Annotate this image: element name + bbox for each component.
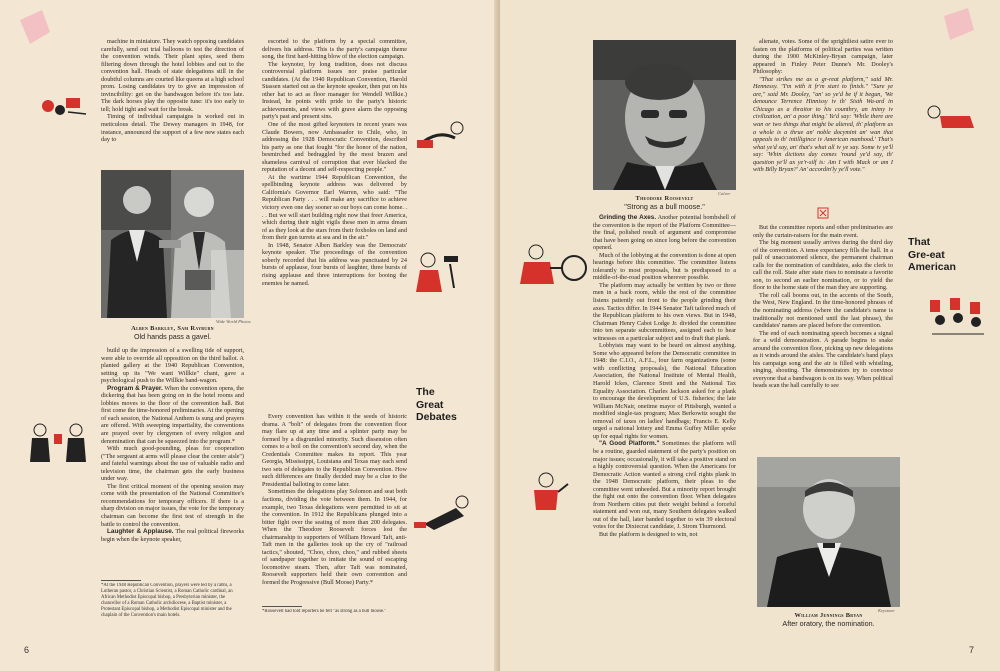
- paragraph: The real political fireworks begin when the keynote speaker,: [101, 528, 244, 543]
- column-4-bottom: [753, 224, 893, 450]
- paragraph: The end of each nominating speech becomes a signal for a wild demonstration. A parade begins to snake around the convention floor, picking up new delegations as it winds around the aisles. The candidate's band plays his campaign song and the air is filled with whistling, singing, shouting. The demonstrators try to convince everyone that a bandwagon is on its way. When political heads scan the hall carefully to see: [753, 329, 893, 390]
- photo-theodore-roosevelt: [593, 40, 736, 190]
- photo-caption: [757, 612, 900, 628]
- paragraph: build up the impression of a swelling tide of support, were able to override all opposition on the third ballot. A planted gallery at the 1940 Republican Convention, setting up its "We want Willkie" chant, gave a psychological push to the Willkie band-wagon.: [101, 347, 244, 385]
- cartoon-delegates-icon: [38, 92, 90, 122]
- paragraph: But the platform is designed to win, not: [599, 530, 698, 538]
- paragraph: Lobbyists may want to be heard on almost anything. Some who appeared before the Democratic committee in 1948: the C.I.O., A.F.L., four farm organizations (some with conflicting proposals), the National Education Association, the National Institute of Mental Health, Harold Ickes, Clarence Streit and the National Tax Equality Association. Charles Jackson asked for a plank to encourage the development of U.S. fisheries; the late William McNair, onetime mayor of Pittsburgh, wanted a modified single-tax program; Max Berkowitz sought the removal of taxes on ladies' handbags; Francis E. Kelly urged a national lottery and Emma Guffey Miller spoke up for equal rights for women.: [593, 342, 736, 440]
- page-number: 6: [24, 645, 30, 655]
- photo-caption: [593, 195, 736, 211]
- section-title-line: Gre-eat: [908, 248, 945, 261]
- footnote: *At the 1948 Republican Convention, prayers were led by a rabbi, a Lutheran pastor, a Christian Scientist, a Roman Catholic cardinal, an African Methodist Episcopal bishop, a Presbyterian minister, the chancellor of a Roman Catholic archdiocese, a Baptist minister, a Protestant Episcopal bishop, a Methodist Episcopal minister and the chaplain of the Convention's main hotels.: [101, 583, 233, 618]
- paragraph: The keynoter, by long tradition, does not discuss controversial platform issues nor praise particular candidates. (At the 1940 Republican Convention, Harold Stassen started out as the keynote speaker, then put on his other hat to act as floor manager for Wendell Willkie.) Instead, he points with pride to the party's historic achievements, and views with grave alarm the opposing party's past and present sins.: [262, 60, 407, 121]
- photo-credit: Wide World Photos: [216, 319, 251, 324]
- quote: "That strikes me as a gr-reat platform," said Mr. Hennessy. "I'm with it fr'm start to finish." "Sure ye are," said Mr. Dooley, "an' so ye'd be if it begun, 'We denounce Terrence Hinnissy iv th' Sixth Wa-ard in Chicago as a thraitor to his counthry, an inimy iv civilization, an' a poor thing.' Ye'd say: 'While there are wan or two things that might be altered, th' platform as a whole is a thrue an' noble docymint an' wan that appeals to th' intilligince iv American manhood.' That's what ye'd say, an' that's what all iv ye say. Some iv ye'll say: 'Whin dictions day comes 'round ye'd say, th' question ye'll ax ye'r-silf is: Am I with Mack or am I with Billy Bryan?' An' accordin'ly ye'll vote.": [753, 75, 893, 174]
- section-title-great-debates: [416, 386, 457, 424]
- paragraph: Another potential bombshell of the convention is the report of the Platform Committee—the final, polished result of argument and compromise that have been going on since long before the convention opened.: [593, 214, 736, 252]
- section-title-line: That: [908, 236, 931, 248]
- caption-name: Alben Barkley, Sam Rayburn: [131, 325, 214, 332]
- subhead: Laughter & Applause.: [107, 528, 174, 536]
- page-number: 7: [968, 645, 974, 655]
- cartoon-grinder-icon: [516, 238, 591, 290]
- caption-name: William Jennings Bryan: [794, 612, 863, 619]
- paragraph: At the wartime 1944 Republican Convention, the spellbinding keynote address was delivered by California's Governor Earl Warren, who said: "The Republican Party . . . will make any sacrifice to achieve victory even one day sooner so our boys can come home. . . . But we will start building right now that freer America, which during their night vigils these men in arms dream of as they look at the stars from their foxholes on land and from their gun turrets at sea and in the air.": [262, 173, 407, 242]
- photo-william-jennings-bryan: [757, 457, 900, 607]
- section-title-line: Debates: [416, 411, 457, 423]
- caption-subtitle: "Strong as a bull moose.": [624, 202, 705, 211]
- subhead: Program & Prayer.: [107, 384, 163, 392]
- paragraph: With much good-pounding, pleas for cooperation ("The sergeant at arms will please clear the center aisle") and fateful warnings about the use of valuable radio and television time, the chairman gets the early business under way.: [101, 445, 244, 483]
- paragraph: Timing of individual campaigns is worked out in meticulous detail. The Dewey managers in 1948, for instance, announced the support of a few new states each day to: [101, 113, 244, 144]
- column-1-bottom: [101, 347, 244, 574]
- paragraph: When the convention opens, the dickering that has been going on in the hotel rooms and lobbies moves to the floor of the convention hall. But first come the time-honored preliminaries. At the opening of each session, the National Anthem is sung and prayers are offered. With sweeping impartiality, the conventions are prayed over by clergymen of every religion and denomination that can be squeezed into the program.*: [101, 384, 244, 445]
- cartoon-runner-icon: [414, 494, 474, 534]
- footnote: *Roosevelt had told reporters he felt "as strong as a bull moose.": [262, 609, 387, 614]
- column-1-top: [101, 38, 244, 164]
- caption-name: Theodore Roosevelt: [635, 195, 694, 202]
- paragraph: Sometimes the platform will be a routine, guarded statement of the party's position on major issues; occasionally, it will take a positive stand on a highly controversial question. When the Americans for Democratic Action wanted a strong civil rights plank in the 1948 Democratic platform, their pleas to the committee went unheeded. But a minority report brought the fight out onto the convention floor. When delegates from Northern cities put their weight behind a forceful statement and won out, many Southern delegates walked out of the hall, later banded together to win 39 electoral votes for the Dixiecrat candidate, J. Strom Thurmond.: [593, 440, 736, 531]
- photo-caption: [101, 325, 244, 341]
- cartoon-crowd-icon: [928, 296, 988, 336]
- section-title-line: American: [908, 261, 956, 273]
- paragraph: escorted to the platform by a special committee, delivers his address. This is the party's campaign theme song, the first hard-hitting blow of the election campaign.: [262, 38, 407, 61]
- paragraph: Every convention has within it the seeds of historic drama. A "bolt" of delegates from the convention floor may flare up at any time and a splinter party may be formed by a disgruntled minority. Such dissension often comes to a boil on the convention's second day, when the Credentials Committee makes its report. This year Georgia, Mississippi, Louisiana and Texas may each send two sets of delegates to the Republican Convention. How such differences are finally decided may be a clue to the Presidential balloting to come later.: [262, 413, 407, 488]
- paragraph: One of the most gifted keynoters in recent years was Claude Bowers, now Ambassador to Chile, who, in addressing the 1928 Democratic Convention, described his party as one that fought "for the honor of the nation, besmirched and bedraggled by the most brazen and shameless carnival of corruption that ever blacked the reputation of a decent and self-respecting people.": [262, 121, 407, 174]
- subhead: "A Good Platform.": [599, 440, 660, 448]
- photo-credit: Culver: [718, 191, 731, 196]
- paragraph: But the committee reports and other preliminaries are only the curtain-raisers for the main event.: [753, 224, 893, 239]
- section-title-line: Great: [416, 398, 444, 411]
- caption-subtitle: Old hands pass a gavel.: [133, 332, 212, 341]
- tape-mark: [14, 6, 54, 46]
- column-2-top: [262, 38, 407, 410]
- cartoon-speaker-icon: [522, 470, 570, 512]
- paragraph: The big moment usually arrives during the third day of the convention. A tense expectancy fills the hall. In a pall of unaccustomed silence, the permanent chairman calls for the nomination of candidates, asks the clerk to call the roll. State after state rises to nominate a favorite son, to second an earlier nomination, or to yield the floor to the home state of the man they are supporting.: [753, 239, 893, 292]
- column-2-bottom: [262, 413, 407, 603]
- paragraph: In 1948, Senator Alben Barkley was the Democrats' keynote speaker. The proceedings of the convention soberly recorded that his address was punctuated by 24 bursts of applause, four bursts of laughter, three bursts of rising applause and three interruptions for booing the enemies he named.: [262, 241, 407, 287]
- section-title-line: The: [416, 386, 435, 398]
- photo-barkley-rayburn: [101, 170, 244, 318]
- cartoon-gentlemen-icon: [24, 420, 99, 468]
- right-page: [500, 0, 1000, 671]
- paragraph: machine in miniature. They watch opposing candidates carefully, send out trial balloons to test the direction of the convention winds. Their plant spies, seed them filtering down through the hotel lobbies and out to the convention hall. Heads of state delegations still in the doubtful columns are courted like queens at a high school prom. Losing candidates try to give an impression of invincibility: get on the bandwagon before it's too late. The dark horses play the opposite tune: it's too early to tell; hold tight and wait for the break.: [101, 38, 244, 113]
- paragraph: alienate, votes. Some of the sprightliest satire ever to fasten on the platforms of political parties was written during the 1900 McKinley-Bryan campaign, later appeared in Finley Peter Dunne's Mr. Dooley's Philosophy:: [753, 38, 893, 76]
- ornament-icon: [817, 206, 829, 218]
- subhead: Grinding the Axes.: [599, 214, 657, 221]
- cartoon-parade-icon: [410, 248, 465, 296]
- photo-credit: Keystone: [878, 608, 895, 613]
- caption-subtitle: After oratory, the nomination.: [782, 619, 875, 628]
- column-4-top: [753, 38, 893, 198]
- section-title-great-american: [908, 236, 956, 274]
- paragraph: The platform may actually be written by two or three men in a back room, while the rest of the committee listens patiently out front to the people grinding their axes. Tactics differ. In 1944 Senator Taft tailored much of the Republican platform to his own views. But in 1948, Chairman Henry Cabot Lodge Jr. divided the committee into ten separate subcommittees, assigned each to hear witnesses on a particular subject and to draft that plank.: [593, 281, 736, 342]
- paragraph: The first critical moment of the opening session may come with the presentation of the National Committee's recommendations for temporary officers. If there is a sharp division on major issues, the vote for the temporary chairman can become the first test of strength in the battle to control the convention.: [101, 482, 244, 528]
- cartoon-reader-icon: [920, 102, 980, 132]
- tape-mark: [938, 6, 978, 46]
- footnote-rule: [101, 580, 141, 581]
- column-3: [593, 214, 736, 638]
- paragraph: Sometimes the delegations play Solomon and seat both factions, dividing the vote between them. In 1944, for example, two Texas delegations were permitted to sit at the convention. In 1912 the Republicans plunged into a bitter fight over the seating of more than 200 delegates. When the Theodore Roosevelt forces lost the chairmanship to supporters of William Howard Taft, anti-Taft men in the galleries took up the cry of "railroad tactics," shouted, "Choo, choo, choo," and rubbed sheets of sandpaper together to imitate the sound of escaping locomotive steam. Then, after Taft was nominated, Roosevelt supporters held their own convention and formed the Progressive (Bull Moose) Party.*: [262, 488, 407, 587]
- paragraph: Much of the lobbying at the convention is done at open hearings before this committee. The committee listens tolerantly to most proposals, but is predisposed to a middle-of-the-road position wherever possible.: [593, 251, 736, 282]
- paragraph: The roll call booms out, in the accents of the South, the West, New England. In the time-honored phrases of the nominating address (where the candidate's name is traditionally not mentioned until the last phrase), the candidates' names are placed before the convention.: [753, 291, 893, 330]
- footnote-rule: [262, 606, 302, 607]
- cartoon-flagwaver-icon: [415, 118, 467, 156]
